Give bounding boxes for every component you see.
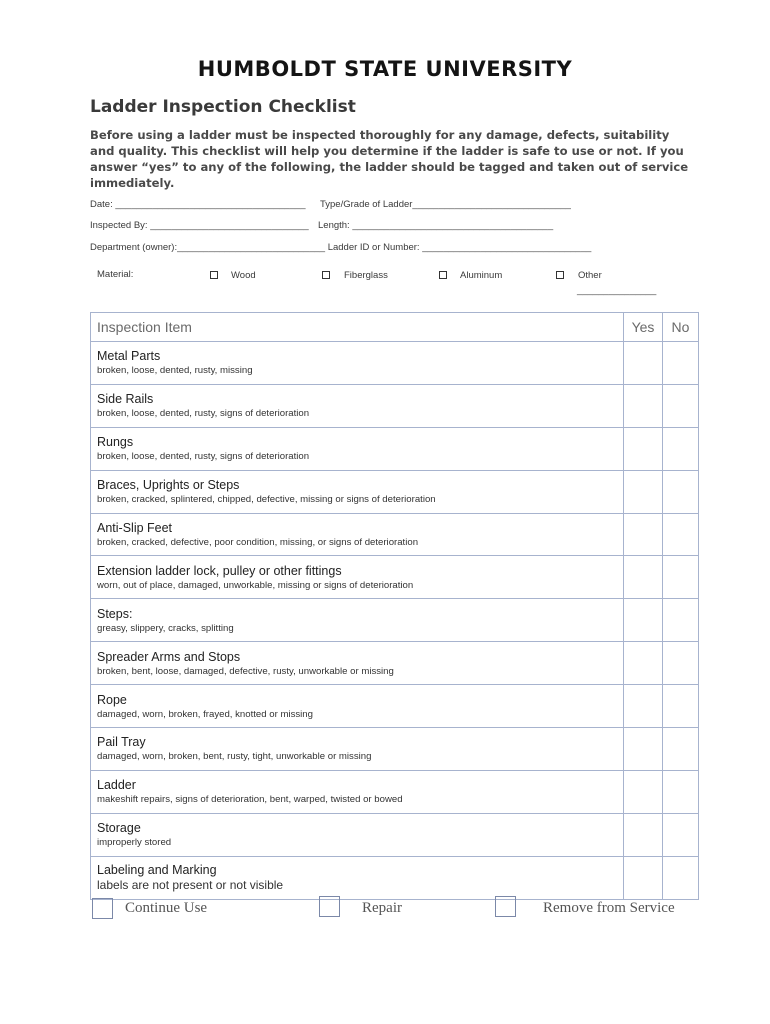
item-name: Storage xyxy=(97,821,141,836)
yes-cell[interactable] xyxy=(624,599,663,642)
intro-paragraph: Before using a ladder must be inspected thoroughly for any damage, defects, suitability and quality. This checklist will help you determine if the ladder is safe to use or not. If you answer “yes” to any of the following, the ladder should be tagged and taken out of service immediately. xyxy=(90,128,689,190)
aluminum-label: Aluminum xyxy=(460,270,503,281)
no-cell[interactable] xyxy=(663,728,699,771)
item-description: broken, loose, dented, rusty, missing xyxy=(97,365,253,377)
item-name: Spreader Arms and Stops xyxy=(97,649,241,664)
fiberglass-label: Fiberglass xyxy=(344,270,388,281)
remove-from-service-label: Remove from Service xyxy=(543,900,675,916)
yes-cell[interactable] xyxy=(624,342,663,385)
yes-cell[interactable] xyxy=(624,642,663,685)
item-description: damaged, worn, broken, bent, rusty, tight, unworkable or missing xyxy=(97,751,372,763)
other-checkbox[interactable] xyxy=(556,271,564,279)
no-cell[interactable] xyxy=(663,556,699,599)
item-description: worn, out of place, damaged, unworkable, missing or signs of deterioration xyxy=(97,579,414,591)
yes-cell[interactable] xyxy=(624,427,663,470)
table-row xyxy=(91,685,699,728)
item-name: Braces, Uprights or Steps xyxy=(97,478,240,493)
no-cell[interactable] xyxy=(663,642,699,685)
yes-cell[interactable] xyxy=(624,728,663,771)
table-row xyxy=(91,513,699,556)
other-label: Other xyxy=(578,270,602,281)
item-description: broken, loose, dented, rusty, signs of deterioration xyxy=(97,408,310,420)
no-cell[interactable] xyxy=(663,513,699,556)
no-cell[interactable] xyxy=(663,599,699,642)
item-description: broken, bent, loose, damaged, defective, rusty, unworkable or missing xyxy=(97,665,394,677)
no-cell[interactable] xyxy=(663,342,699,385)
item-name: Rungs xyxy=(97,435,134,450)
header-inspection-item: Inspection Item xyxy=(91,313,624,342)
yes-cell[interactable] xyxy=(624,513,663,556)
item-description: labels are not present or not visible xyxy=(97,878,284,893)
table-row xyxy=(91,427,699,470)
item-name: Anti-Slip Feet xyxy=(97,521,173,535)
page-title: Ladder Inspection Checklist xyxy=(90,97,356,117)
no-cell[interactable] xyxy=(663,384,699,427)
yes-cell[interactable] xyxy=(624,384,663,427)
yes-cell[interactable] xyxy=(624,556,663,599)
no-cell[interactable] xyxy=(663,770,699,813)
table-header-row xyxy=(91,313,699,342)
yes-cell[interactable] xyxy=(624,856,663,899)
aluminum-checkbox[interactable] xyxy=(439,271,447,279)
fiberglass-checkbox[interactable] xyxy=(322,271,330,279)
table-row xyxy=(91,813,699,856)
table-row xyxy=(91,384,699,427)
item-description: broken, cracked, defective, poor condition, missing, or signs of deterioration xyxy=(97,537,419,548)
no-cell[interactable] xyxy=(663,856,699,899)
length-field[interactable]: Length: ______________________________________ xyxy=(318,220,554,231)
type-grade-field[interactable]: Type/Grade of Ladder______________________________ xyxy=(320,199,571,210)
other-specify-field[interactable]: _______________ xyxy=(577,285,657,296)
continue-use-label: Continue Use xyxy=(125,900,208,916)
inspected-by-field[interactable]: Inspected By: ______________________________ xyxy=(90,220,309,231)
item-description: improperly stored xyxy=(97,837,172,849)
date-field[interactable]: Date: ____________________________________ xyxy=(90,199,306,210)
item-description: greasy, slippery, cracks, splitting xyxy=(97,622,234,634)
item-name: Ladder xyxy=(97,778,136,793)
university-name: HUMBOLDT STATE UNIVERSITY xyxy=(197,57,573,81)
table-row xyxy=(91,470,699,513)
repair-checkbox[interactable] xyxy=(319,896,340,917)
item-description: broken, cracked, splintered, chipped, defective, missing or signs of deterioration xyxy=(97,494,436,506)
wood-label: Wood xyxy=(231,270,256,281)
item-name: Labeling and Marking xyxy=(97,863,217,878)
item-description: makeshift repairs, signs of deterioration, bent, warped, twisted or bowed xyxy=(97,794,403,806)
table-row xyxy=(91,342,699,385)
material-label: Material: xyxy=(97,269,134,280)
item-name: Metal Parts xyxy=(97,349,161,364)
table-row xyxy=(91,556,699,599)
item-name: Pail Tray xyxy=(97,735,146,750)
no-cell[interactable] xyxy=(663,427,699,470)
item-name: Side Rails xyxy=(97,392,154,407)
yes-cell[interactable] xyxy=(624,813,663,856)
header-yes: Yes xyxy=(624,313,663,342)
item-name: Rope xyxy=(97,692,127,707)
table-row xyxy=(91,728,699,771)
item-name: Steps: xyxy=(97,606,133,621)
table-row xyxy=(91,599,699,642)
wood-checkbox[interactable] xyxy=(210,271,218,279)
item-description: broken, loose, dented, rusty, signs of deterioration xyxy=(97,451,310,463)
no-cell[interactable] xyxy=(663,685,699,728)
table-row xyxy=(91,642,699,685)
yes-cell[interactable] xyxy=(624,470,663,513)
item-name: Extension ladder lock, pulley or other fittings xyxy=(97,563,342,578)
yes-cell[interactable] xyxy=(624,770,663,813)
no-cell[interactable] xyxy=(663,470,699,513)
continue-use-checkbox[interactable] xyxy=(92,898,113,919)
inspection-table xyxy=(90,312,699,900)
repair-label: Repair xyxy=(362,900,402,916)
department-field[interactable]: Department (owner):____________________________ Ladder ID or Number: ________________________________ xyxy=(90,242,592,253)
table-row xyxy=(91,770,699,813)
header-no: No xyxy=(663,313,699,342)
remove-from-service-checkbox[interactable] xyxy=(495,896,516,917)
table-row xyxy=(91,856,699,899)
yes-cell[interactable] xyxy=(624,685,663,728)
no-cell[interactable] xyxy=(663,813,699,856)
item-description: damaged, worn, broken, frayed, knotted or missing xyxy=(97,708,313,720)
